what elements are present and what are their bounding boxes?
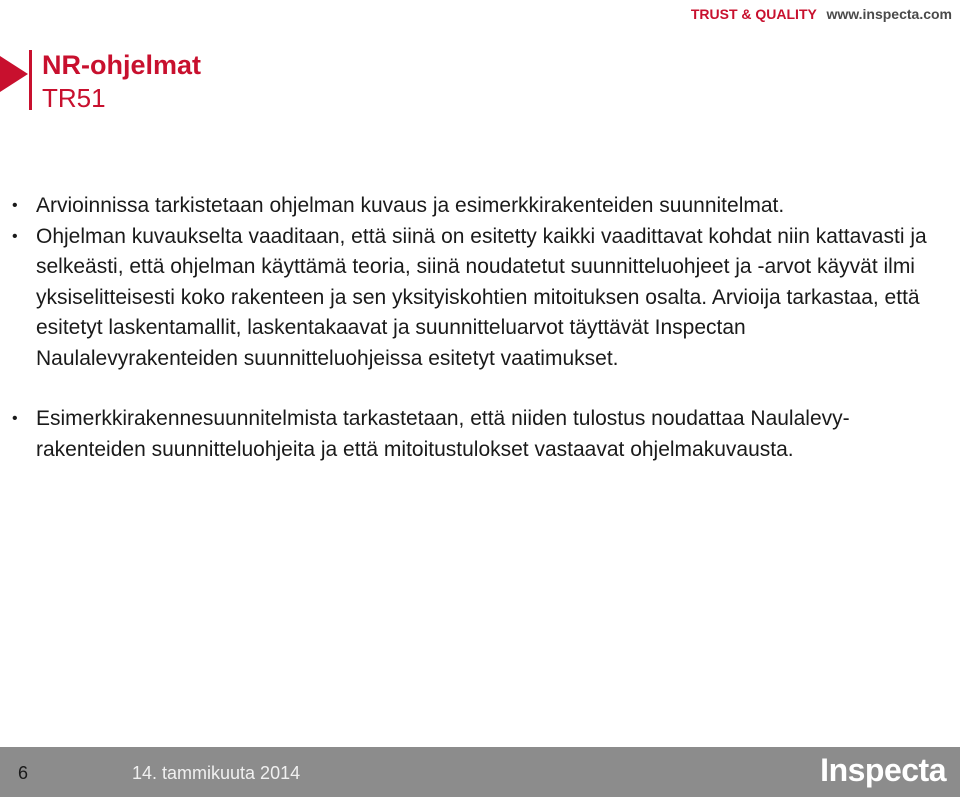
page-number: 6 [18, 763, 29, 783]
arrow-icon [0, 56, 28, 92]
title-accent-bar [29, 50, 32, 110]
bullet-item [12, 404, 932, 465]
bullet-dot-icon: • [12, 227, 18, 245]
bullet-dot-icon: • [12, 197, 18, 214]
slide-content [12, 191, 932, 465]
bullet-text: Esimerkkirakennesuunnitelmista tarkastetaan, että niiden tulostus noudattaa Naulalevy-rakenteiden suunnitteluohjeita ja että mitoitustulokset vastaavat ohjelmakuvausta. [36, 407, 850, 461]
footer-bar [0, 747, 960, 797]
bullet-item [12, 222, 932, 375]
slide-subtitle: TR51 [42, 83, 106, 113]
footer-date: 14. tammikuuta 2014 [132, 763, 301, 783]
tagline-url: www.inspecta.com [826, 6, 952, 22]
bullet-text: Ohjelman kuvaukselta vaaditaan, että siinä on esitetty kaikki vaadittavat kohdat niin kattavasti ja selkeästi, että ohjelman käyttämä teoria, siinä noudatetut suunnitteluohjeet ja -arvot käyvät ilmi yksiselitteisesti koko rakenteen ja sen yksityiskohtien mitoituksen osalta. Arvioija tarkastaa, että esitetyt laskentamallit, laskentakaavat ja suunnitteluarvot täyttävät Inspectan Naulalevyrakenteiden suunnitteluohjeissa esitetyt vaatimukset. [36, 224, 927, 370]
bullet-item [12, 191, 932, 222]
inspecta-logo: Inspecta [820, 752, 946, 788]
tagline-trust-quality: TRUST & QUALITY [690, 6, 817, 22]
bullet-text: Arvioinnissa tarkistetaan ohjelman kuvaus ja esimerkkirakenteiden suunnitelmat. [36, 194, 785, 217]
slide-title: NR-ohjelmat [42, 50, 202, 80]
bullet-dot-icon: • [12, 410, 18, 427]
header-tagline [691, 6, 952, 22]
